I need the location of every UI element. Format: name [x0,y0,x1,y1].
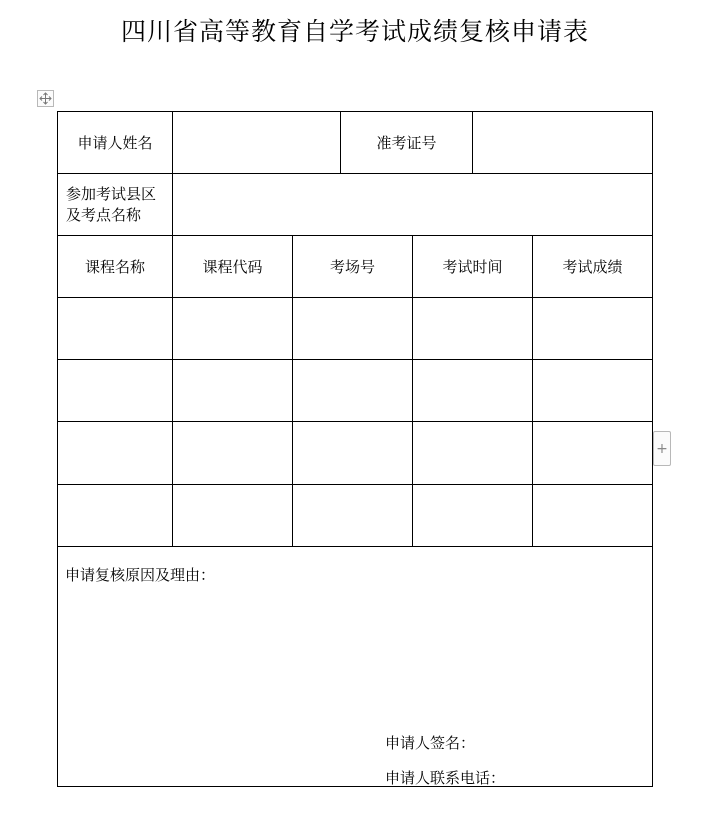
table-cell[interactable] [293,360,413,422]
applicant-name-label: 申请人姓名 [58,112,173,174]
table-cell[interactable] [58,485,173,547]
application-form-table [57,111,653,787]
table-cell[interactable] [293,422,413,485]
table-cell[interactable] [173,360,293,422]
table-cell[interactable] [173,422,293,485]
table-cell[interactable] [533,298,653,360]
reason-label: 申请复核原因及理由： [65,566,216,584]
table-cell[interactable] [533,422,653,485]
column-header-room-no: 考场号 [293,236,413,298]
column-header-course-code: 课程代码 [173,236,293,298]
table-cell[interactable] [58,422,173,485]
column-header-course-name: 课程名称 [58,236,173,298]
plus-icon: + [656,440,668,457]
move-arrows-icon [38,91,53,106]
page-title: 四川省高等教育自学考试成绩复核申请表 [120,17,589,46]
reason-section[interactable] [58,547,653,787]
table-cell[interactable] [413,485,533,547]
exam-site-label-line1: 参加考试县区 [66,184,157,203]
table-cell[interactable] [533,360,653,422]
column-header-exam-time: 考试时间 [413,236,533,298]
exam-site-label [58,174,173,236]
table-cell[interactable] [413,298,533,360]
table-move-handle[interactable] [37,90,54,107]
table-cell[interactable] [293,298,413,360]
phone-label: 申请人联系电话： [385,769,506,787]
exam-site-field[interactable] [173,174,653,236]
table-cell[interactable] [413,422,533,485]
add-column-handle[interactable] [653,431,671,466]
exam-site-label-line2: 及考点名称 [66,205,142,224]
applicant-name-field[interactable] [173,112,341,174]
table-cell[interactable] [293,485,413,547]
table-cell[interactable] [58,360,173,422]
table-cell[interactable] [413,360,533,422]
column-header-exam-score: 考试成绩 [533,236,653,298]
table-cell[interactable] [173,485,293,547]
signature-label: 申请人签名： [385,734,476,752]
admission-no-field[interactable] [473,112,653,174]
table-cell[interactable] [533,485,653,547]
table-cell[interactable] [173,298,293,360]
table-cell[interactable] [58,298,173,360]
admission-no-label: 准考证号 [341,112,473,174]
